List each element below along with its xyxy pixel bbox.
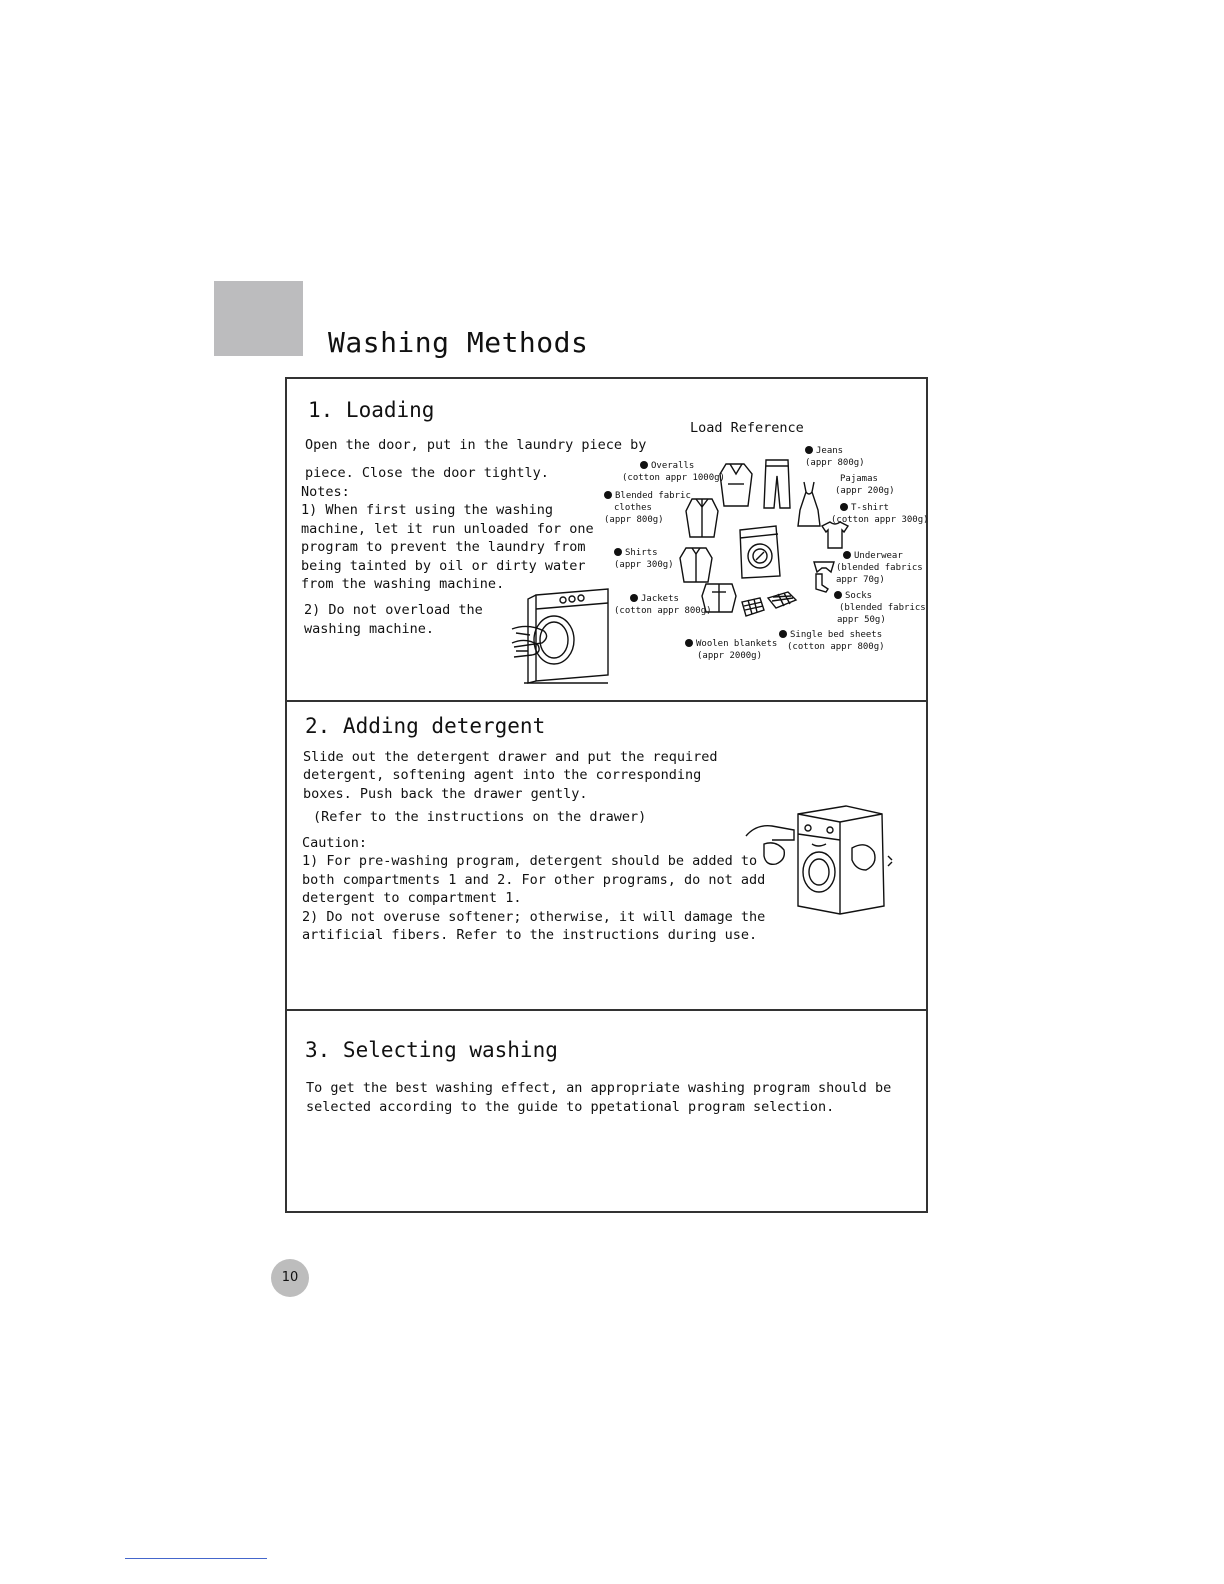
item-name: Socks: [845, 591, 873, 601]
woolen-blanket-icon: [738, 596, 766, 618]
item-weight: (cotton appr 800g): [787, 642, 885, 652]
detergent-text: (Refer to the instructions on the drawer): [313, 809, 647, 825]
item-weight: (appr 2000g): [697, 651, 763, 661]
item-socks-label: [834, 590, 926, 626]
loading-text: 1) When first using the washing: [301, 502, 553, 518]
blended-clothes-icon: [684, 495, 720, 540]
selecting-text: To get the best washing effect, an appropriate washing program should be: [306, 1080, 892, 1096]
item-name: Single bed sheets: [790, 630, 883, 640]
item-weight: appr 70g): [836, 575, 885, 585]
detergent-text: Caution:: [302, 835, 368, 851]
loading-text: from the washing machine.: [301, 576, 505, 592]
item-sheets-label: [779, 629, 885, 653]
bullet-icon: [685, 639, 693, 647]
page-title: Washing Methods: [328, 326, 589, 359]
bullet-icon: [779, 630, 787, 638]
loading-machine-illustration: [508, 585, 618, 685]
item-blended-label: [604, 490, 691, 526]
item-weight: (cotton appr 1000g): [622, 473, 725, 483]
item-name: Blended fabric: [615, 491, 691, 501]
bullet-icon: [614, 548, 622, 556]
item-name: Overalls: [651, 461, 695, 471]
loading-text: Notes:: [301, 484, 350, 500]
detergent-machine-illustration: [742, 800, 894, 920]
item-pajamas-label: [835, 473, 895, 497]
jackets-icon: [700, 580, 738, 614]
detergent-text: detergent to compartment 1.: [302, 890, 522, 906]
washing-machine-icon: [736, 522, 784, 580]
item-weight: (blended fabrics: [839, 603, 926, 613]
item-name: Shirts: [625, 548, 658, 558]
bullet-icon: [805, 446, 813, 454]
item-underwear-label: [836, 550, 923, 586]
loading-text: 2) Do not overload the: [304, 602, 483, 618]
bullet-icon: [604, 491, 612, 499]
item-jackets-label: [614, 593, 712, 617]
selecting-text: selected according to the guide to ppetational program selection.: [306, 1099, 835, 1115]
page-number: 10: [271, 1259, 309, 1297]
item-name: Jeans: [816, 446, 844, 456]
item-weight: (appr 200g): [835, 486, 895, 496]
section-heading-selecting: 3. Selecting washing: [305, 1038, 558, 1062]
loading-text: machine, let it run unloaded for one: [301, 521, 594, 537]
bullet-icon: [843, 551, 851, 559]
detergent-text: Slide out the detergent drawer and put the required: [303, 749, 718, 765]
detergent-text: both compartments 1 and 2. For other programs, do not add: [302, 872, 766, 888]
item-weight: (blended fabrics: [836, 563, 923, 573]
detergent-text: artificial fibers. Refer to the instructions during use.: [302, 927, 758, 943]
loading-text: program to prevent the laundry from: [301, 539, 586, 555]
overalls-icon: [716, 460, 756, 510]
item-name: T-shirt: [851, 503, 889, 513]
loading-text: Open the door, put in the laundry piece by: [305, 437, 647, 453]
item-name: Woolen blankets: [696, 639, 778, 649]
bullet-icon: [630, 594, 638, 602]
chapter-tab: [214, 281, 303, 356]
socks-icon: [810, 573, 830, 593]
loading-text: being tainted by oil or dirty water: [301, 558, 586, 574]
shirts-icon: [678, 544, 714, 584]
bed-sheet-icon: [766, 590, 798, 610]
item-name: Pajamas: [840, 474, 878, 484]
detergent-text: 1) For pre-washing program, detergent should be added to: [302, 853, 758, 869]
item-blankets-label: [685, 638, 777, 662]
item-overalls-label: [622, 460, 725, 484]
jeans-icon: [762, 458, 792, 510]
section-heading-loading: 1. Loading: [308, 398, 435, 422]
item-jeans-label: [805, 445, 865, 469]
tshirt-icon: [820, 520, 850, 550]
item-weight: (appr 800g): [805, 458, 865, 468]
loading-text: piece. Close the door tightly.: [305, 465, 549, 481]
loading-text: washing machine.: [304, 621, 435, 637]
pajamas-icon: [796, 480, 822, 528]
item-name: Jackets: [641, 594, 679, 604]
item-name: clothes: [614, 503, 652, 513]
detergent-text: detergent, softening agent into the corresponding: [303, 767, 702, 783]
item-weight: appr 50g): [837, 615, 886, 625]
item-weight: (cotton appr 300g): [831, 515, 929, 525]
bullet-icon: [640, 461, 648, 469]
bullet-icon: [840, 503, 848, 511]
underwear-icon: [813, 560, 835, 574]
bullet-icon: [834, 591, 842, 599]
item-name: Underwear: [854, 551, 903, 561]
detergent-text: boxes. Push back the drawer gently.: [303, 786, 588, 802]
item-shirts-label: [614, 547, 674, 571]
section-heading-detergent: 2. Adding detergent: [305, 714, 546, 738]
footer-rule: [125, 1558, 267, 1559]
item-weight: (cotton appr 800g): [614, 606, 712, 616]
detergent-text: 2) Do not overuse softener; otherwise, it will damage the: [302, 909, 766, 925]
item-weight: (appr 300g): [614, 560, 674, 570]
load-reference-title: Load Reference: [690, 420, 804, 436]
item-weight: (appr 800g): [604, 515, 664, 525]
